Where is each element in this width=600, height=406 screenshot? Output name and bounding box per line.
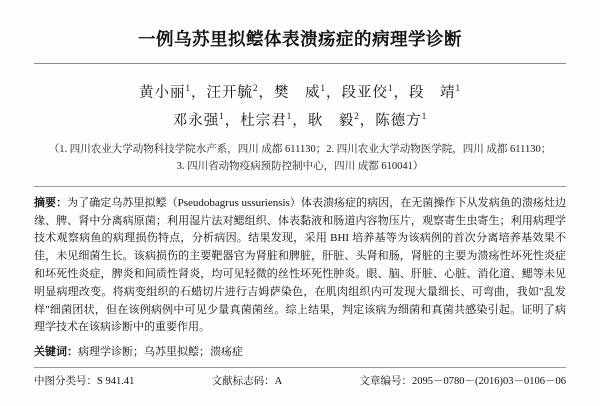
affiliations bbox=[34, 141, 566, 176]
abstract-text: 为了确定乌苏里拟鲿（Pseudobagrus ussuriensis）体表溃疡症的病因，在无菌操作下从发病鱼的溃疡灶边缘、脾、肾中分离病原菌；利用湿片法对鳃组织、体表黏液和肠道内容物压片，观察寄生虫寄生；利用病理学技术观察病鱼的病理损伤特点，分析病因。结果发现，采用 BHI 培养基等为该病例的首次分离培养基效果不佳，未见细菌生长。该病损伤的主要靶器官为肾脏和脾脏，肝脏、头肾和肠，肾脏的主要为溃疡性坏死性炎症和坏死性炎症，脾炎和间质性肾炎，均可见轻微的丝性坏死性肿炎。眼、脑、肝脏、心脏、消化道、鳃等未见明显病理改变。将病变组织的石蜡切片进行吉姆萨染色，在肌肉组织内可发现大量细长、可弯曲，我如"乱发样"细菌团状，但在该例病例中可见少量真菌菌丝。综上结果，判定该病为细菌和真菌共感染引起。证明了病理学技术在该病诊断中的重要作用。 bbox=[34, 196, 567, 334]
author-affil-marker: 1 bbox=[421, 110, 428, 121]
footer-metadata bbox=[34, 373, 566, 388]
author-line-2 bbox=[34, 108, 566, 136]
author-name: ，陈德方 bbox=[359, 112, 422, 129]
author-name: ，樊 威 bbox=[258, 85, 321, 101]
keywords-block bbox=[34, 344, 566, 361]
abstract-block bbox=[34, 195, 566, 338]
author-list bbox=[34, 80, 566, 135]
abstract-label: 摘要： bbox=[34, 196, 68, 209]
page-title: 一例乌苏里拟鲿体表溃疡症的病理学诊断 bbox=[138, 29, 462, 49]
author-affil-marker: 2 bbox=[253, 83, 259, 94]
author-affil-marker: 1 bbox=[185, 83, 191, 94]
author-affil-marker: 1 bbox=[320, 83, 326, 94]
author-affil-marker: 1 bbox=[455, 83, 461, 94]
author-name: 邓永强 bbox=[172, 112, 220, 129]
keywords-text: 病理学诊断；乌苏里拟鲿；溃疡症 bbox=[78, 346, 243, 359]
article-id: 文章编号：2095－0780－(2016)03－0106－06 bbox=[359, 375, 566, 387]
author-name: ，耿 毅 bbox=[292, 112, 355, 129]
title-divider bbox=[34, 63, 566, 64]
clc-number: 中图分类号：S 941.41 bbox=[34, 375, 135, 387]
affiliation-line-1: （1. 四川农业大学动物科技学院水产系，四川 成都 611130；2. 四川农业大学动物医学院，四川 成都 611130； bbox=[48, 144, 552, 156]
author-affil-marker: 1 bbox=[286, 110, 293, 121]
document-code: 文献标志码：A bbox=[211, 375, 283, 387]
author-name: 黄小丽 bbox=[139, 85, 186, 101]
abstract-divider bbox=[34, 186, 566, 187]
author-line-1 bbox=[34, 80, 566, 108]
author-name: ，段 靖 bbox=[393, 85, 456, 101]
footer-divider bbox=[34, 367, 566, 368]
author-affil-marker: 1 bbox=[388, 83, 394, 94]
author-affil-marker: 2 bbox=[354, 110, 360, 121]
keywords-label: 关键词： bbox=[34, 346, 78, 359]
author-affil-marker: 1 bbox=[219, 110, 225, 121]
author-name: ，杜宗君 bbox=[224, 112, 287, 129]
author-name: ，段亚佼 bbox=[326, 85, 388, 101]
affiliation-line-2: 3. 四川省动物疫病预防控制中心，四川 成都 610041） bbox=[176, 161, 424, 173]
author-name: ，汪开毓 bbox=[191, 85, 253, 101]
